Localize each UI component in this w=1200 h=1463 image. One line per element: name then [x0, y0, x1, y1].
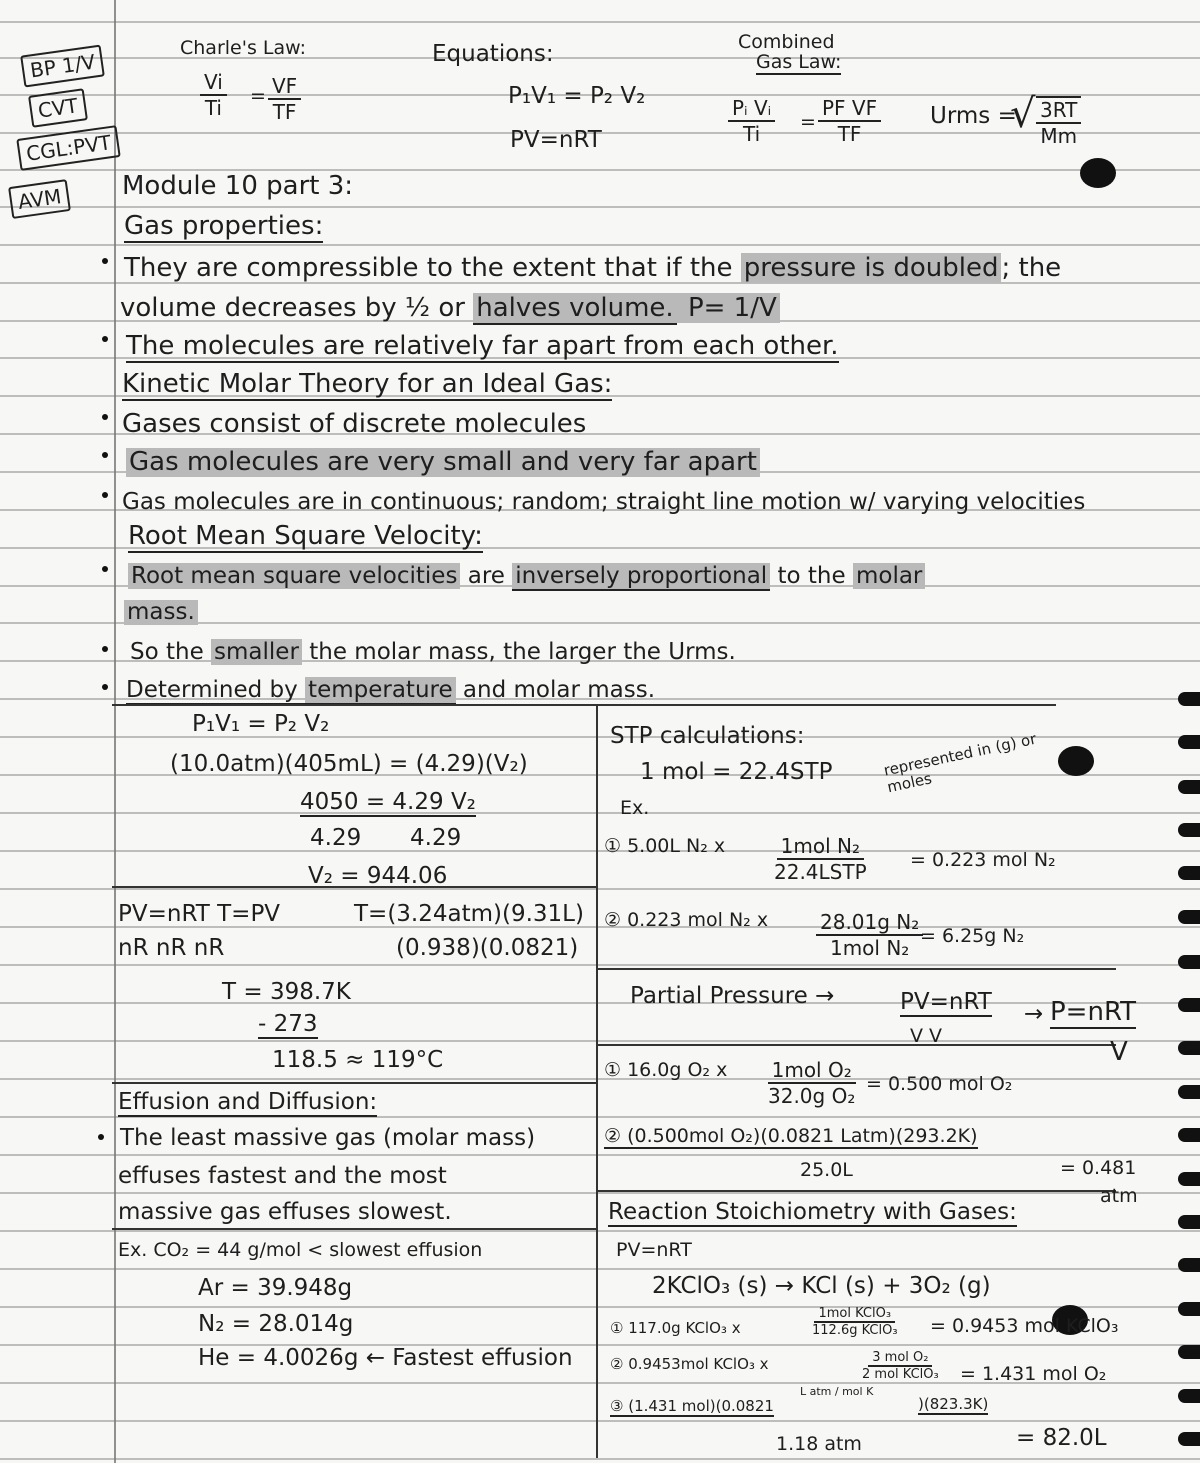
charles-vi: Vi — [200, 70, 227, 96]
reaction-equation: 2KClO₃ (s) → KCl (s) + 3O₂ (g) — [652, 1273, 991, 1299]
rs-calc-3: ③ (1.431 mol)(0.0821 — [610, 1397, 774, 1415]
stp-calc-2-num: 28.01g N₂ — [816, 910, 923, 936]
pp-arrow: → — [1024, 1001, 1044, 1027]
spiral-mark — [1178, 1258, 1200, 1272]
highlight: Root mean square velocities — [128, 563, 460, 589]
bullet — [102, 566, 108, 572]
boyle-result: V₂ = 944.06 — [308, 863, 448, 889]
pp-eq-2-den: V — [1110, 1037, 1128, 1067]
spiral-mark — [1178, 823, 1200, 837]
highlight: smaller — [211, 639, 302, 665]
temp-celsius: 118.5 ≈ 119°C — [272, 1047, 444, 1073]
bullet — [102, 492, 108, 498]
stp-calc-1-num: 1mol N₂ — [777, 834, 864, 860]
highlight: P= 1/V — [677, 293, 780, 323]
combined-frac-initial — [728, 96, 775, 146]
kmt-title: Kinetic Molar Theory for an Ideal Gas: — [122, 369, 613, 399]
rms-text: and molar mass. — [455, 677, 656, 703]
ideal-gas-sub: T=(3.24atm)(9.31L) — [354, 901, 584, 927]
boyle-den-right: 4.29 — [410, 825, 462, 851]
spiral-mark — [1178, 1432, 1200, 1446]
bullet — [102, 258, 108, 264]
combined-den-initial: Ti — [743, 122, 761, 146]
spiral-mark — [1178, 692, 1200, 706]
spiral-mark — [1178, 910, 1200, 924]
pp-calc-1-den: 32.0g O₂ — [768, 1084, 856, 1108]
temp-subtract: - 273 — [258, 1012, 318, 1039]
spiral-mark — [1178, 735, 1200, 749]
rs-calc-2: ② 0.9453mol KClO₃ x — [610, 1355, 769, 1373]
effusion-title: Effusion and Diffusion: — [118, 1090, 377, 1117]
rs-calc-1: ① 117.0g KClO₃ x — [610, 1319, 741, 1337]
bullet — [102, 684, 108, 690]
corner-box-cgl: CGL:PVT — [16, 125, 121, 171]
combined-num-initial: Pᵢ Vᵢ — [728, 96, 775, 122]
kmt-item-1: Gases consist of discrete molecules — [122, 409, 587, 439]
gas-prop-text: They are compressible to the extent that if the — [124, 253, 741, 283]
pp-calc-1-result: = 0.500 mol O₂ — [866, 1073, 1013, 1095]
section-divider — [596, 968, 1116, 970]
kmt-item-2: Gas molecules are very small and very far apart — [126, 448, 760, 477]
rs-calc-1-frac — [808, 1306, 902, 1338]
ideal-gas-rearrange: PV=nRT T=PV — [118, 901, 281, 927]
pp-calc-2: ② (0.500mol O₂)(0.0821 Latm)(293.2K) — [604, 1125, 978, 1147]
combined-num-final: PF VF — [818, 96, 881, 122]
pp-eq-1: PV=nRT — [900, 990, 992, 1017]
corner-box-bp: BP 1/V — [20, 44, 105, 87]
rs-calc-3-b: )(823.3K) — [918, 1395, 989, 1413]
ideal-gas-sub-den: (0.938)(0.0821) — [396, 935, 579, 961]
sqrt-sign: √ — [1010, 91, 1036, 137]
rms-text: are — [460, 563, 513, 589]
punch-hole — [1058, 746, 1094, 776]
gas-prop-line-2 — [120, 294, 780, 323]
rms-text: the molar mass, the larger the Urms. — [301, 639, 736, 665]
highlight: molar — [853, 563, 925, 589]
stp-note: represented in (g) or moles — [882, 729, 1038, 796]
spiral-mark — [1178, 1215, 1200, 1229]
rs-calc-2-den: 2 mol KClO₃ — [862, 1367, 939, 1382]
bullet — [102, 336, 108, 342]
urms-label: Urms = — [930, 103, 1017, 129]
highlight: pressure is doubled — [741, 253, 1002, 283]
rms-item-1-cont: mass. — [124, 600, 198, 625]
partial-pressure-title: Partial Pressure → — [630, 983, 835, 1009]
spiral-mark — [1178, 998, 1200, 1012]
reaction-stoich-eq: PV=nRT — [616, 1239, 692, 1261]
combined-title: Combined — [738, 31, 835, 53]
equals-sign: = — [250, 85, 266, 107]
stp-calc-2-den: 1mol N₂ — [829, 936, 910, 960]
reaction-stoich-title: Reaction Stoichiometry with Gases: — [608, 1200, 1017, 1227]
spiral-mark — [1178, 1389, 1200, 1403]
charles-vf: VF — [268, 74, 301, 100]
gas-prop-text: ; the — [1001, 253, 1062, 283]
bullet — [102, 646, 108, 652]
stp-calc-2: ② 0.223 mol N₂ x — [604, 909, 769, 931]
corner-box-cvt: CVT — [28, 88, 88, 127]
highlight: inversely proportional — [512, 563, 770, 591]
pp-calc-1-frac — [764, 1058, 859, 1108]
stp-title: STP calculations: — [610, 723, 805, 749]
pp-calc-2-den: 25.0L — [800, 1159, 853, 1181]
spiral-mark — [1178, 1128, 1200, 1142]
charles-ti: Ti — [204, 96, 222, 120]
effusion-line-1: The least massive gas (molar mass) — [120, 1125, 536, 1151]
pp-calc-1: ① 16.0g O₂ x — [604, 1059, 728, 1081]
boyle-eq: P₁V₁ = P₂ V₂ — [192, 711, 330, 737]
temp-result: T = 398.7K — [222, 979, 351, 1005]
stp-calc-1-frac — [770, 834, 871, 884]
stp-calc-1: ① 5.00L N₂ x — [604, 835, 726, 857]
effusion-line-3: massive gas effuses slowest. — [118, 1199, 452, 1225]
urms-num: 3RT — [1036, 98, 1081, 124]
section-divider — [112, 1228, 596, 1230]
column-divider — [596, 706, 598, 1458]
stp-calc-2-frac — [816, 910, 923, 960]
equations-title: Equations: — [432, 41, 554, 67]
kmt-item-3: Gas molecules are in continuous; random; straight line motion w/ varying velocities — [122, 489, 1086, 515]
pp-calc-2-result: = 0.481 — [1060, 1157, 1137, 1179]
stp-example-label: Ex. — [620, 797, 650, 819]
rms-item-3 — [126, 678, 655, 703]
spiral-mark — [1178, 1302, 1200, 1316]
rs-calc-3-unit: L atm / mol K — [800, 1385, 874, 1398]
rs-calc-2-num: 3 mol O₂ — [868, 1350, 932, 1367]
stp-calc-1-result: = 0.223 mol N₂ — [910, 849, 1056, 871]
charles-frac-final — [268, 74, 301, 124]
section-divider — [112, 704, 1056, 706]
pp-eq-1-den: V V — [910, 1025, 943, 1047]
spiral-mark — [1178, 1345, 1200, 1359]
corner-box-avm: AVM — [8, 179, 71, 219]
combined-title-2: Gas Law: — [756, 51, 842, 73]
combined-frac-final — [818, 96, 881, 146]
effusion-ex-4: He = 4.0026g ← Fastest effusion — [198, 1345, 573, 1371]
rms-item-2 — [130, 640, 736, 665]
rs-calc-3-den: 1.18 atm — [776, 1433, 862, 1455]
stp-line-1: 1 mol = 22.4STP — [640, 759, 833, 785]
rms-text: Determined by — [126, 677, 306, 703]
spiral-mark — [1178, 955, 1200, 969]
equals-sign: = — [800, 111, 816, 133]
rms-title: Root Mean Square Velocity: — [128, 521, 483, 551]
gas-properties-title: Gas properties: — [124, 211, 324, 241]
effusion-ex-3: N₂ = 28.014g — [198, 1311, 354, 1337]
rs-calc-1-num: 1mol KClO₃ — [814, 1306, 895, 1323]
section-divider — [596, 1044, 1116, 1046]
rs-calc-1-result: = 0.9453 mol KClO₃ — [930, 1315, 1119, 1337]
stp-calc-1-den: 22.4LSTP — [774, 860, 867, 884]
highlight: temperature — [305, 677, 456, 705]
boyle-step: 4050 = 4.29 V₂ — [300, 790, 476, 817]
gas-prop-line-3: The molecules are relatively far apart from each other. — [126, 331, 839, 361]
pp-calc-1-num: 1mol O₂ — [768, 1058, 856, 1084]
effusion-ex-2: Ar = 39.948g — [198, 1275, 353, 1301]
highlight: halves volume. — [473, 293, 676, 325]
spiral-mark — [1178, 1085, 1200, 1099]
bullet — [102, 452, 108, 458]
rs-calc-2-frac — [858, 1350, 943, 1382]
rs-calc-2-result: = 1.431 mol O₂ — [960, 1363, 1107, 1385]
bullet — [102, 414, 108, 420]
rs-calc-3-result: = 82.0L — [1016, 1425, 1107, 1451]
pp-eq-2: P=nRT — [1050, 997, 1136, 1027]
pp-calc-2-unit: atm — [1100, 1185, 1138, 1207]
effusion-ex-1: Ex. CO₂ = 44 g/mol < slowest effusion — [118, 1239, 483, 1261]
rs-calc-1-den: 112.6g KClO₃ — [812, 1323, 898, 1338]
rms-text: to the — [770, 563, 853, 589]
effusion-line-2: effuses fastest and the most — [118, 1163, 447, 1189]
spiral-mark — [1178, 780, 1200, 794]
rms-text: So the — [130, 639, 212, 665]
spiral-mark — [1178, 1041, 1200, 1055]
gas-prop-line-1 — [124, 254, 1061, 283]
ideal-gas-den: nR nR nR — [118, 935, 225, 961]
equation-boyle: P₁V₁ = P₂ V₂ — [508, 83, 646, 109]
charles-frac-initial — [200, 70, 227, 120]
rms-item-1 — [128, 564, 925, 589]
gas-prop-text: volume decreases by ½ or — [120, 293, 474, 323]
charles-tf: TF — [272, 100, 297, 124]
spiral-mark — [1178, 1172, 1200, 1186]
equation-ideal-gas: PV=nRT — [510, 127, 602, 153]
combined-den-final: TF — [837, 122, 862, 146]
boyle-sub: (10.0atm)(405mL) = (4.29)(V₂) — [170, 751, 528, 777]
charles-law-title: Charle's Law: — [180, 37, 307, 59]
punch-hole — [1080, 158, 1116, 188]
module-title: Module 10 part 3: — [122, 171, 354, 201]
urms-den: Mm — [1040, 124, 1078, 148]
urms-frac — [1036, 96, 1081, 148]
section-divider — [112, 1082, 596, 1084]
boyle-den-left: 4.29 — [310, 825, 362, 851]
spiral-mark — [1178, 866, 1200, 880]
section-divider — [596, 1190, 1116, 1192]
stp-calc-2-result: = 6.25g N₂ — [920, 925, 1025, 947]
bullet — [98, 1134, 104, 1140]
